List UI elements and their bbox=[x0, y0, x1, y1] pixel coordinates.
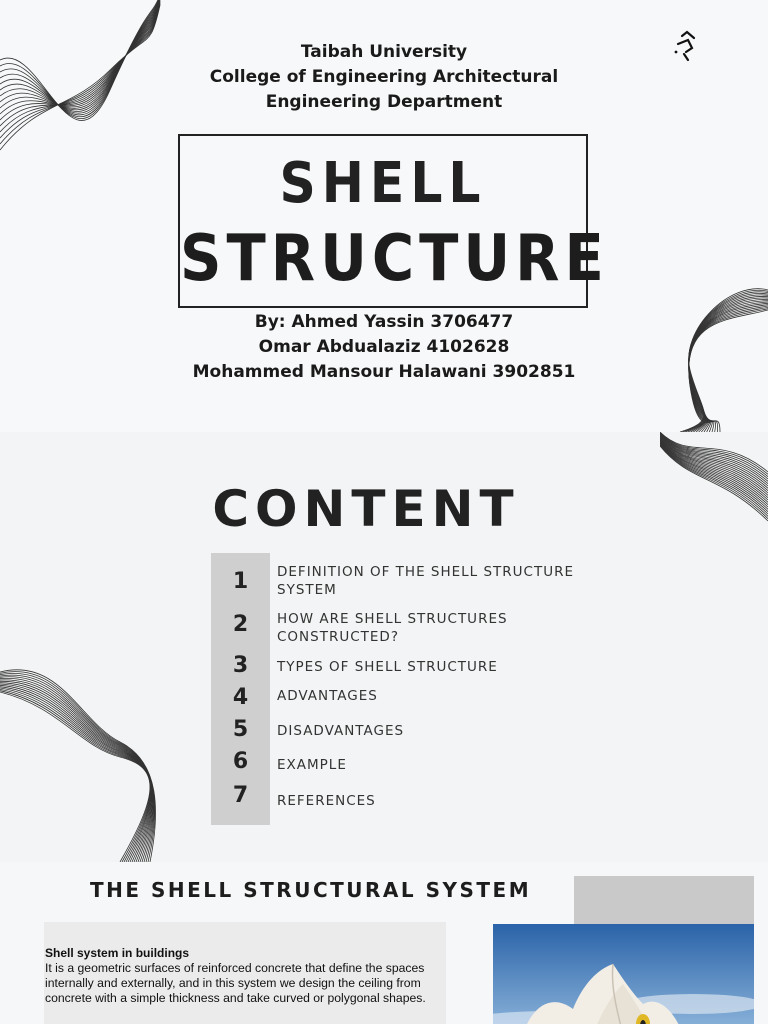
wave-lines-icon bbox=[660, 270, 768, 432]
title-line-1: SHELL bbox=[279, 151, 487, 216]
text-body: It is a geometric surfaces of reinforced concrete that define the spaces internally and externally, and in this system we design the ceiling from concrete with a simple thickness and take curved or polygonal shapes. bbox=[45, 961, 426, 1005]
toc-number: 6 bbox=[232, 749, 249, 774]
toc-item-advantages: ADVANTAGES bbox=[277, 688, 378, 704]
text-subheading: Shell system in buildings bbox=[45, 946, 190, 960]
author-line: Omar Abdualaziz 4102628 bbox=[258, 337, 510, 357]
title-line-2: STRUCTURE bbox=[180, 222, 609, 296]
section-title: THE SHELL STRUCTURAL SYSTEM bbox=[90, 878, 532, 902]
shell-system-page bbox=[0, 862, 768, 1024]
author-line: By: Ahmed Yassin 3706477 bbox=[254, 312, 514, 332]
content-heading: CONTENT bbox=[212, 480, 520, 538]
toc-number: 2 bbox=[232, 612, 249, 637]
college-name: College of Engineering Architectural bbox=[209, 67, 559, 87]
authors bbox=[0, 310, 768, 385]
toc-item-types: TYPES OF SHELL STRUCTURE bbox=[277, 659, 498, 675]
wave-lines-icon bbox=[0, 662, 170, 862]
toc-item-definition: DEFINITION OF THE SHELL STRUCTURE SYSTEM bbox=[277, 564, 575, 598]
author-line: Mohammed Mansour Halawani 3902851 bbox=[192, 362, 576, 382]
department-name: Engineering Department bbox=[265, 92, 503, 112]
toc-number: 7 bbox=[232, 783, 249, 808]
cover-page bbox=[0, 0, 768, 432]
shell-building-image bbox=[493, 924, 754, 1024]
toc-number: 1 bbox=[232, 569, 249, 594]
toc-item-disadvantages: DISADVANTAGES bbox=[277, 723, 405, 739]
content-page bbox=[0, 432, 768, 862]
university-name: Taibah University bbox=[300, 42, 468, 62]
toc-item-references: REFERENCES bbox=[277, 793, 376, 809]
toc-number: 4 bbox=[232, 685, 249, 710]
toc-item-construction: HOW ARE SHELL STRUCTURES CONSTRUCTED? bbox=[277, 611, 508, 645]
title-box bbox=[178, 134, 609, 308]
university-header bbox=[0, 40, 768, 115]
toc-number: 3 bbox=[232, 653, 249, 678]
building-photo bbox=[493, 924, 754, 1024]
toc-item-example: EXAMPLE bbox=[277, 757, 347, 773]
grey-block bbox=[574, 876, 754, 924]
toc-number: 5 bbox=[232, 717, 249, 742]
